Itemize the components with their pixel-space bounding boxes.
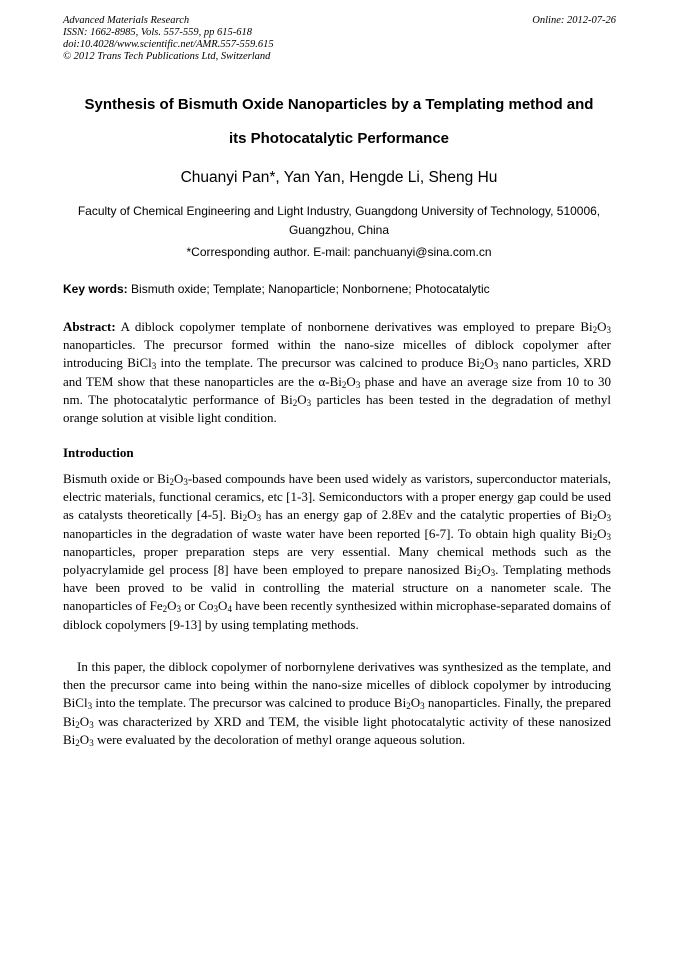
abstract: Abstract: A diblock copolymer template of nonbornene derivatives was employed to prepare $Bi_2O_3$ nanoparticles. The precursor formed within the nano-size micelles of diblock copolymer after introducing BiCl$_3$ into the template. The precursor was calcined to produce $Bi_2O_3$ nano particles, XRD and TEM show that these nanoparticles are the $\alpha-Bi_2O_3$ phase and have an average size from 10 to 30 nm. The photocatalytic performance of $Bi_2O_3$ particles has been tested in the degradation of methyl orange solution at visible light condition. — [63, 319, 612, 426]
journal-name: Advanced Materials Research — [63, 15, 190, 26]
copyright-line: © 2012 Trans Tech Publications Ltd, Switzerland — [63, 51, 271, 62]
affiliation-line-2: Guangzhou, China — [288, 223, 390, 237]
author-list: Chuanyi Pan*, Yan Yan, Hengde Li, Sheng Hu — [180, 169, 498, 186]
paper-title — [40, 88, 638, 156]
issn-line: ISSN: 1662-8985, Vols. 557-559, pp 615-618 — [63, 27, 252, 38]
abstract-label: Abstract: — [63, 319, 116, 334]
title-line-1: Synthesis of Bismuth Oxide Nanoparticles by a Templating method and — [84, 96, 594, 113]
affiliation — [60, 202, 618, 240]
intro-paragraph-2: In this paper, the diblock copolymer of norbornylene derivatives was synthesized as the template, and then the precursor came into being within the nano-size micelles of diblock copolymer by introducing BiCl$_3$ into the template. The precursor was calcined to produce $Bi_2O_3$ nanoparticles. Finally, the prepared $Bi_2O_3$ was characterized by XRD and TEM, the visible light photocatalytic activity of these nanosized $Bi_2O_3$ were evaluated by the decoloration of methyl orange aqueous solution. — [63, 659, 611, 748]
doi-line: doi:10.4028/www.scientific.net/AMR.557-559.615 — [63, 39, 274, 50]
title-line-2: its Photocatalytic Performance — [228, 130, 450, 147]
intro-paragraph-1: Bismuth oxide or $Bi_2O_3$-based compounds have been used widely as varistors, superconductor materials, electric materials, functional ceramics, etc [1-3]. Semiconductors with a proper energy gap could be used as catalysts theoretically [4-5]. $Bi_2O_3$ has an energy gap of 2.8Ev and the catalytic properties of $Bi_2O_3$ nanoparticles in the degradation of waste water have been reported [6-7]. To obtain high quality $Bi_2O_3$ nanoparticles, proper preparation steps are very essential. Many chemical methods such as the polyacrylamide gel process [8] have been employed to prepare nanosized $Bi_2O_3$. Templating methods have been proved to be valid in controlling the material structure on a nanometer scale. The nanoparticles of $Fe_2O_3$ or $Co_3O_4$ have been recently synthesized within microphase-separated domains of diblock copolymers [9-13] by using templating methods. — [63, 471, 611, 632]
keywords — [63, 281, 616, 297]
keywords-label: Key words: — [63, 282, 128, 296]
corresponding-author: *Corresponding author. E-mail: panchuanyi@sina.com.cn — [186, 245, 492, 259]
journal-header — [63, 15, 616, 63]
section-heading-introduction: Introduction — [63, 445, 134, 460]
online-date: Online: 2012-07-26 — [532, 15, 616, 26]
affiliation-line-1: Faculty of Chemical Engineering and Light Industry, Guangdong University of Technology, 510006, — [77, 204, 601, 218]
keywords-text: Bismuth oxide; Template; Nanoparticle; Nonbornene; Photocatalytic — [127, 282, 490, 296]
